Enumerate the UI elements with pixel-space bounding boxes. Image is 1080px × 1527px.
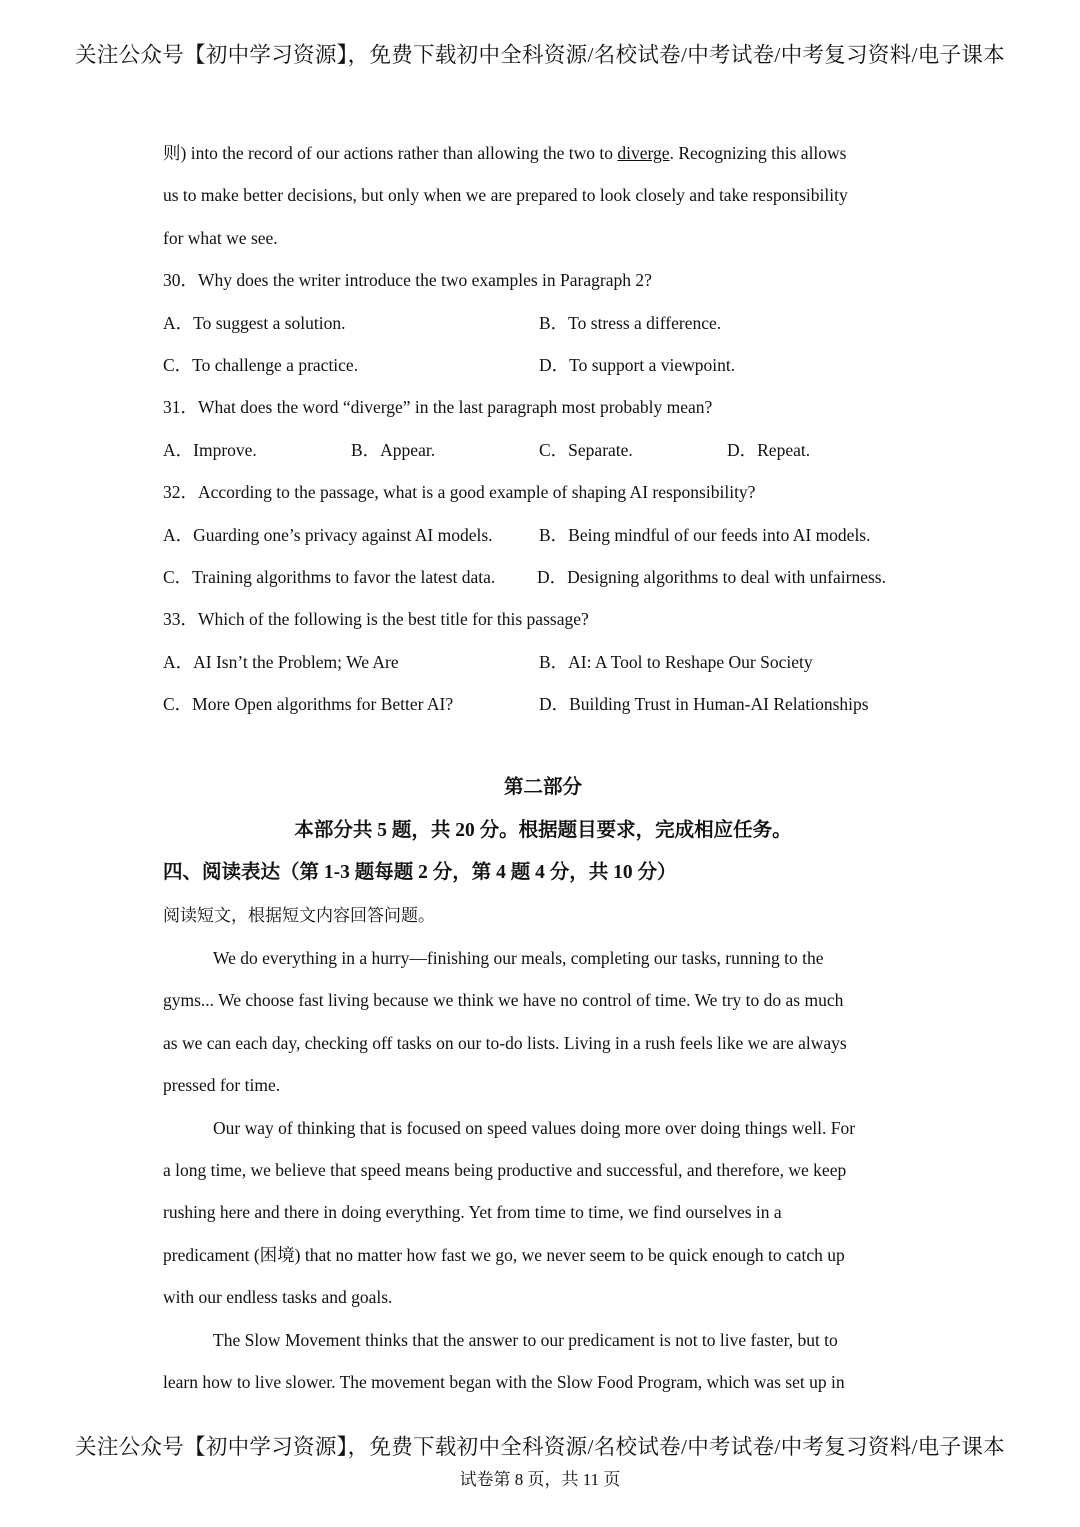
paragraph-line: We do everything in a hurry—finishing our meals, completing our tasks, running to the <box>213 948 824 969</box>
option-d: D．Designing algorithms to deal with unfairness. <box>537 566 886 587</box>
paragraph-line: learn how to live slower. The movement began with the Slow Food Program, which was set up in <box>163 1371 845 1392</box>
option-c: C．More Open algorithms for Better AI? <box>163 694 454 715</box>
instruction-text: 阅读短文，根据短文内容回答问题。 <box>163 905 435 925</box>
option-b: B．Appear. <box>351 439 436 460</box>
option-c: C．Training algorithms to favor the latest data. <box>163 566 496 587</box>
page-number: 试卷第 8 页，共 11 页 <box>459 1470 621 1489</box>
option-a: A．To suggest a solution. <box>163 312 346 333</box>
option-b: B．AI: A Tool to Reshape Our Society <box>539 651 813 672</box>
option-a: A．Guarding one’s privacy against AI models. <box>163 524 493 545</box>
option-row <box>163 514 923 556</box>
option-c: C．To challenge a practice. <box>163 354 359 375</box>
paragraph-line: The Slow Movement thinks that the answer to our predicament is not to live faster, but to <box>213 1329 838 1350</box>
paragraph-line: with our endless tasks and goals. <box>163 1287 393 1308</box>
option-a: A．Improve. <box>163 439 257 460</box>
header-banner: 关注公众号【初中学习资源】，免费下载初中全科资源/名校试卷/中考试卷/中考复习资料/电子课本 <box>75 43 1005 67</box>
passage-text: . Recognizing this allows <box>669 143 847 163</box>
footer-banner: 关注公众号【初中学习资源】，免费下载初中全科资源/名校试卷/中考试卷/中考复习资料/电子课本 <box>75 1435 1005 1459</box>
question-stem-32: 32．According to the passage, what is a good example of shaping AI responsibility? <box>163 482 756 503</box>
passage-text: 则) into the record of our actions rather than allowing the two to <box>163 143 618 163</box>
option-b: B．Being mindful of our feeds into AI models. <box>539 524 871 545</box>
question-stem-33: 33．Which of the following is the best title for this passage? <box>163 609 589 630</box>
paragraph-line: rushing here and there in doing everything. Yet from time to time, we find ourselves in a <box>163 1202 782 1223</box>
paragraph-line: pressed for time. <box>163 1075 281 1096</box>
option-row <box>163 344 923 386</box>
option-d: D．Repeat. <box>727 439 811 460</box>
question-stem-30: 30．Why does the writer introduce the two examples in Paragraph 2? <box>163 270 652 291</box>
option-row <box>163 641 923 683</box>
paragraph-line: a long time, we believe that speed means being productive and successful, and therefore, we keep <box>163 1159 847 1180</box>
question-stem-31: 31．What does the word “diverge” in the last paragraph most probably mean? <box>163 397 713 418</box>
paragraph-line: as we can each day, checking off tasks on our to-do lists. Living in a rush feels like we are always <box>163 1032 847 1053</box>
section-gap <box>163 725 923 767</box>
option-row <box>163 556 923 598</box>
passage-line: for what we see. <box>163 227 278 248</box>
paragraph-line: gyms... We choose fast living because we think we have no control of time. We try to do as much <box>163 990 844 1011</box>
passage-line <box>163 132 923 174</box>
paragraph-line: predicament (困境) that no matter how fast we go, we never seem to be quick enough to catch up <box>163 1244 845 1265</box>
option-row <box>163 302 923 344</box>
part-subtitle: 本部分共 5 题，共 20 分。根据题目要求，完成相应任务。 <box>294 819 792 841</box>
option-c: C．Separate. <box>539 439 633 460</box>
option-row <box>163 683 923 725</box>
section-heading: 四、阅读表达（第 1-3 题每题 2 分，第 4 题 4 分，共 10 分） <box>163 862 677 884</box>
option-d: D．Building Trust in Human-AI Relationships <box>539 694 869 715</box>
option-a: A．AI Isn’t the Problem; We Are <box>163 651 399 672</box>
option-b: B．To stress a difference. <box>539 312 722 333</box>
option-row <box>163 429 923 471</box>
page-content <box>163 132 923 1403</box>
underlined-word: diverge <box>617 143 670 163</box>
paragraph-line: Our way of thinking that is focused on speed values doing more over doing things well. For <box>213 1117 856 1138</box>
option-d: D．To support a viewpoint. <box>539 354 736 375</box>
part-title: 第二部分 <box>503 777 582 799</box>
passage-line: us to make better decisions, but only when we are prepared to look closely and take responsibility <box>163 185 848 206</box>
